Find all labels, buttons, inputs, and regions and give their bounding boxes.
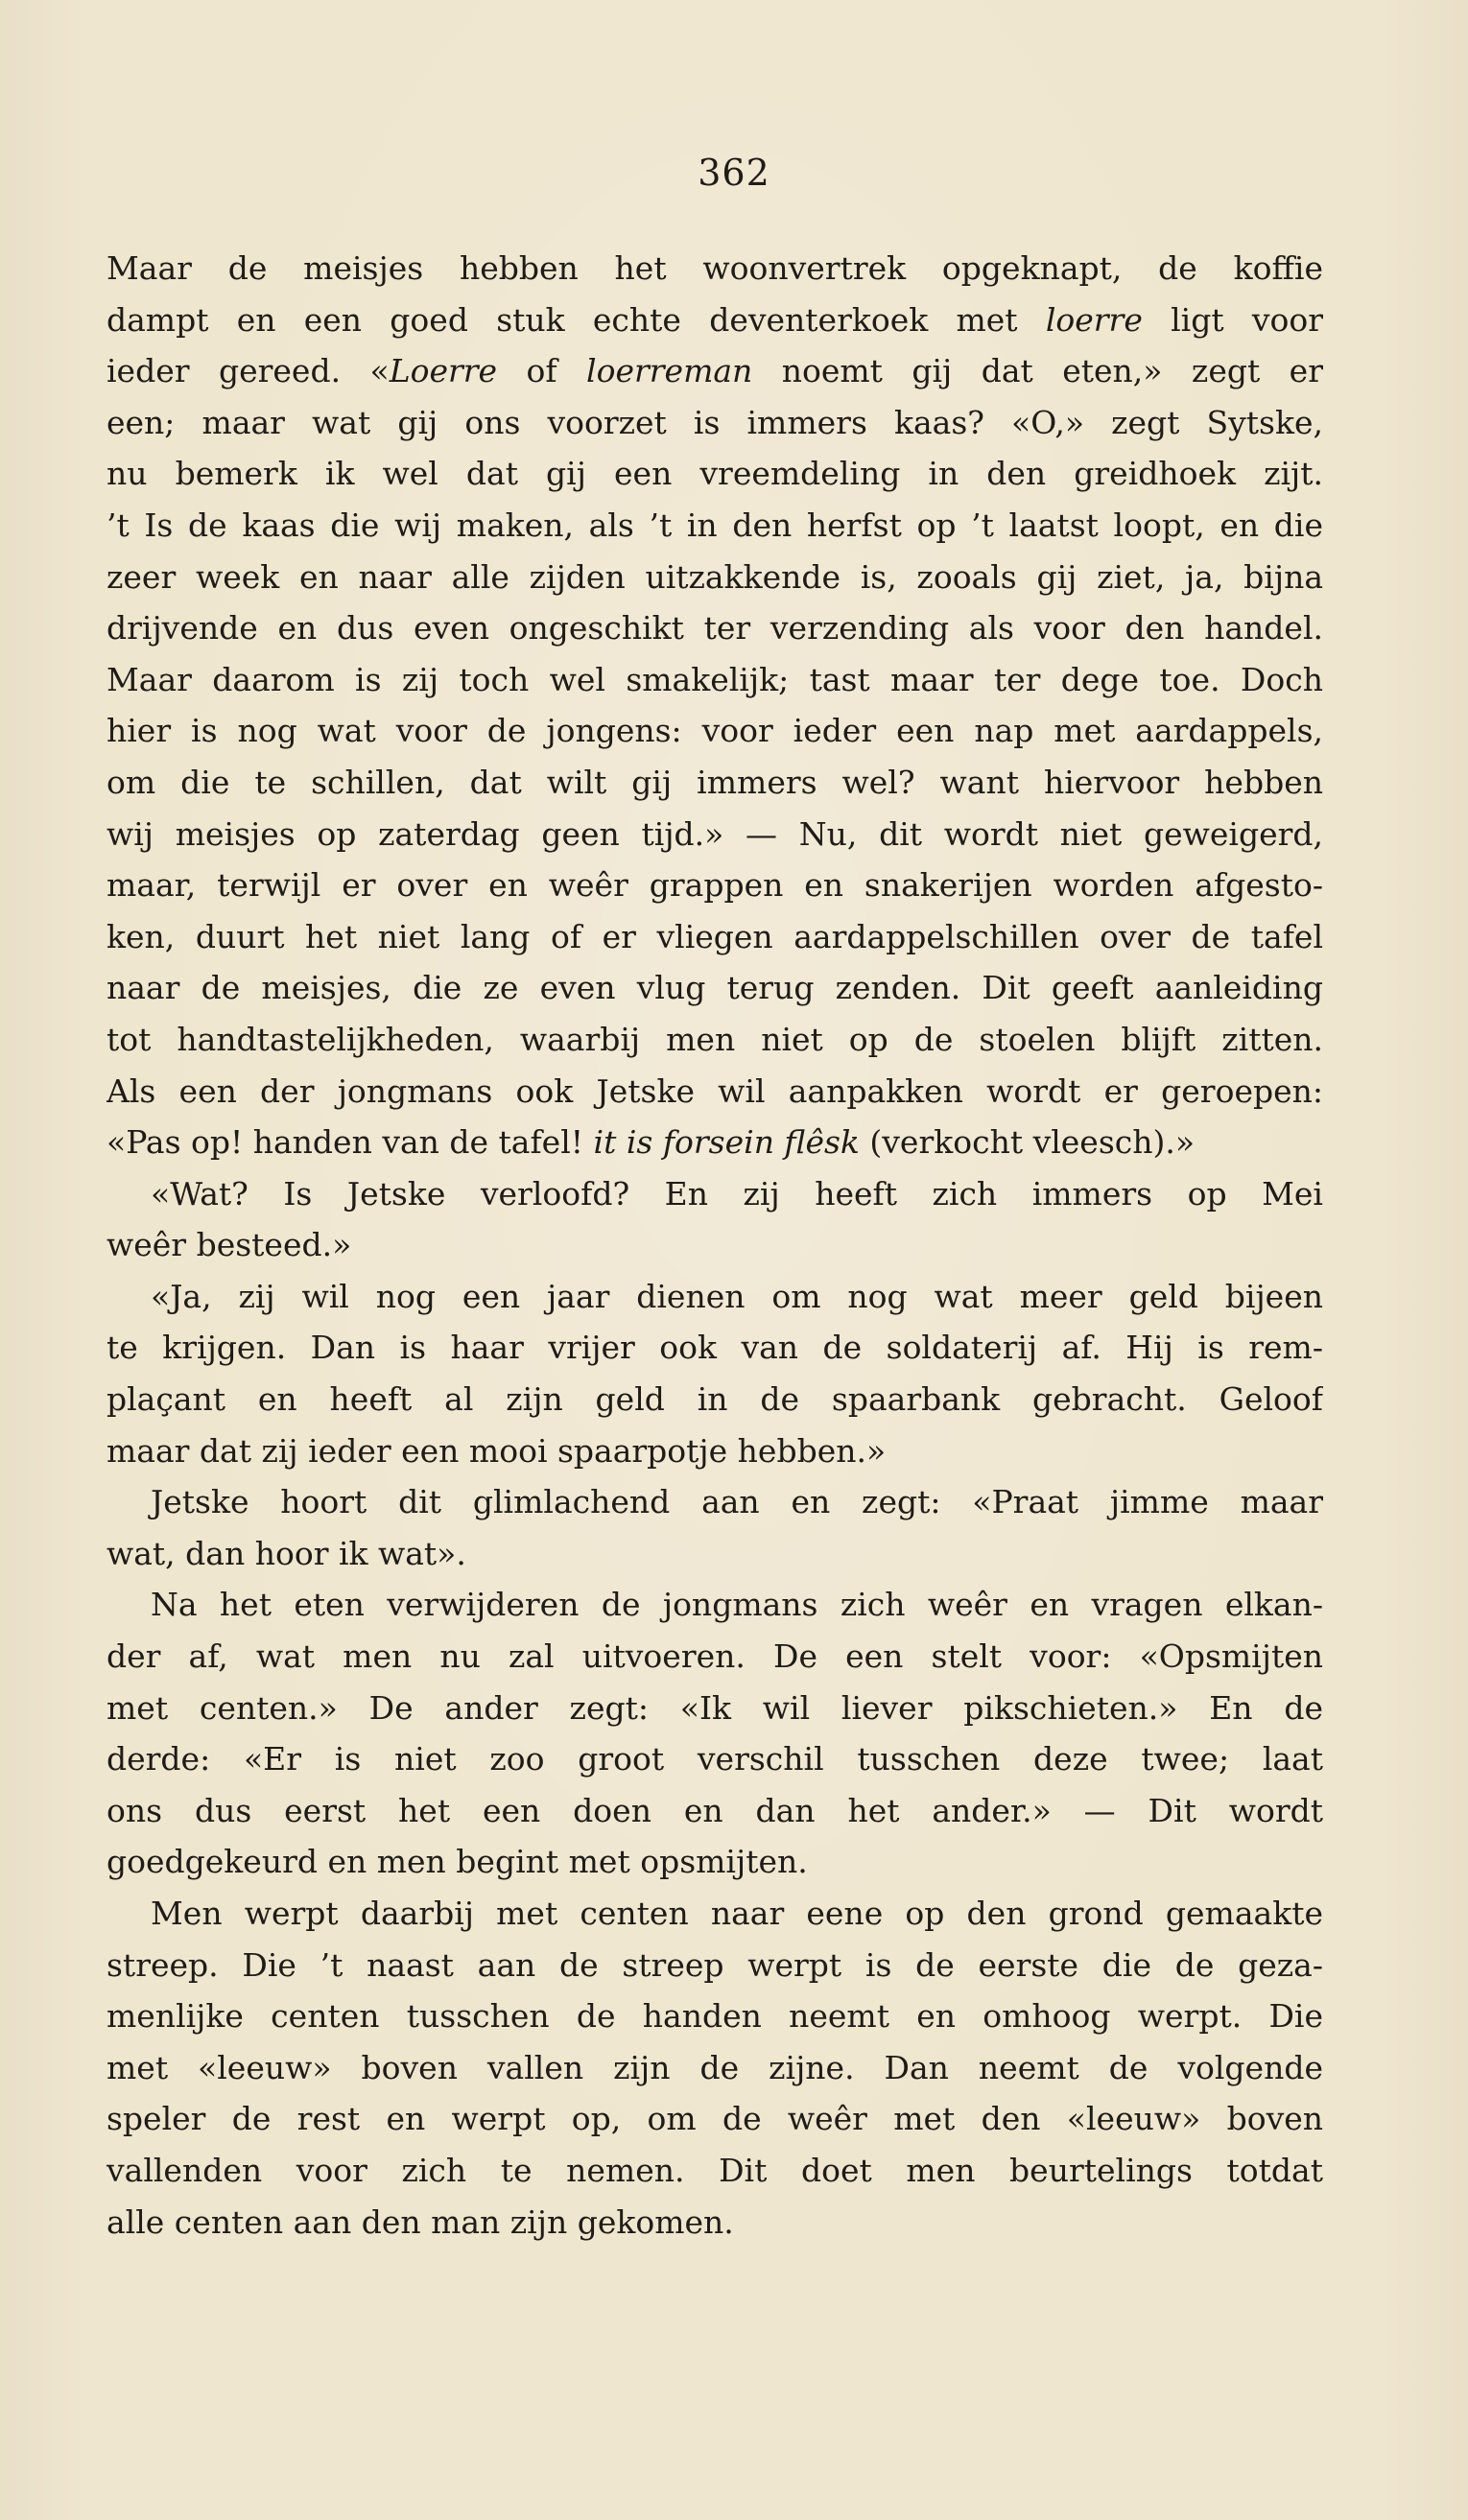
text-run: noemt gij dat eten,» zegt er bbox=[752, 352, 1323, 390]
text-line bbox=[107, 1733, 1323, 1785]
text-run: te krijgen. Dan is haar vrijer ook van de soldaterij af. Hij is rem- bbox=[107, 1329, 1323, 1367]
text-run: vallenden voor zich te nemen. Dit doet men beurtelings totdat bbox=[107, 2151, 1323, 2189]
text-line bbox=[107, 1014, 1323, 1066]
text-line bbox=[107, 1374, 1323, 1425]
text-line bbox=[107, 1066, 1323, 1118]
text-run: alle centen aan den man zijn gekomen. bbox=[107, 2202, 734, 2241]
text-line bbox=[107, 2093, 1323, 2145]
text-line bbox=[107, 1683, 1323, 1734]
text-run: Maar de meisjes hebben het woonvertrek opgeknapt, de koffie bbox=[107, 249, 1323, 287]
text-line bbox=[107, 448, 1323, 500]
text-run: streep. Die ’t naast aan de streep werpt is de eerste die de geza- bbox=[107, 1945, 1323, 1984]
text-line bbox=[107, 602, 1323, 654]
text-line bbox=[107, 500, 1323, 552]
text-line bbox=[107, 345, 1323, 397]
italic-term: it is forsein flêsk bbox=[593, 1123, 860, 1162]
text-line bbox=[107, 911, 1323, 963]
text-run: «Wat? Is Jetske verloofd? En zij heeft zich immers op Mei bbox=[151, 1174, 1323, 1213]
body-text bbox=[107, 243, 1323, 2248]
text-run: hier is nog wat voor de jongens: voor ieder een nap met aardappels, bbox=[107, 712, 1323, 750]
text-run: weêr besteed.» bbox=[107, 1226, 352, 1264]
text-run: tot handtastelijkheden, waarbij men niet op de stoelen blijft zitten. bbox=[107, 1020, 1323, 1058]
text-line bbox=[107, 1117, 1323, 1168]
text-run: nu bemerk ik wel dat gij een vreemdeling in den greidhoek zijt. bbox=[107, 455, 1323, 493]
text-line bbox=[107, 1836, 1323, 1888]
text-line bbox=[107, 1888, 1323, 1940]
text-run: Als een der jongmans ook Jetske wil aanpakken wordt er geroepen: bbox=[107, 1072, 1323, 1110]
italic-term: loerre bbox=[1045, 300, 1143, 339]
text-line bbox=[107, 1219, 1323, 1271]
text-run: met centen.» De ander zegt: «Ik wil liever pikschieten.» En de bbox=[107, 1688, 1323, 1727]
text-line bbox=[107, 1168, 1323, 1220]
text-run: speler de rest en werpt op, om de weêr met den «leeuw» boven bbox=[107, 2100, 1323, 2138]
text-line bbox=[107, 243, 1323, 294]
text-line bbox=[107, 705, 1323, 757]
text-line bbox=[107, 809, 1323, 860]
text-run: Na het eten verwijderen de jongmans zich weêr en vragen elkan- bbox=[151, 1586, 1323, 1624]
text-run: maar dat zij ieder een mooi spaarpotje hebben.» bbox=[107, 1431, 887, 1470]
text-run: om die te schillen, dat wilt gij immers wel? want hiervoor hebben bbox=[107, 763, 1323, 801]
text-line bbox=[107, 1528, 1323, 1580]
text-line bbox=[107, 552, 1323, 603]
text-line bbox=[107, 2145, 1323, 2197]
page-number: 362 bbox=[698, 152, 770, 194]
text-line bbox=[107, 1785, 1323, 1837]
text-run: «Pas op! handen van de tafel! bbox=[107, 1123, 594, 1162]
text-run: (verkocht vleesch).» bbox=[859, 1123, 1196, 1162]
text-run: of bbox=[497, 352, 587, 390]
text-line bbox=[107, 1425, 1323, 1477]
text-run: ken, duurt het niet lang of er vliegen aardappelschillen over de tafel bbox=[107, 917, 1323, 955]
text-run: plaçant en heeft al zijn geld in de spaarbank gebracht. Geloof bbox=[107, 1380, 1323, 1419]
text-run: Men werpt daarbij met centen naar eene op den grond gemaakte bbox=[151, 1895, 1323, 1932]
text-line bbox=[107, 294, 1323, 346]
text-run: wat, dan hoor ik wat». bbox=[107, 1534, 466, 1572]
text-run: drijvende en dus even ongeschikt ter verzending als voor den handel. bbox=[107, 609, 1323, 648]
text-run: der af, wat men nu zal uitvoeren. De een stelt voor: «Opsmijten bbox=[107, 1637, 1323, 1676]
italic-term: Loerre bbox=[389, 352, 498, 390]
text-run: Jetske hoort dit glimlachend aan en zegt: «Praat jimme maar bbox=[151, 1483, 1323, 1521]
text-run: dampt en een goed stuk echte deventerkoek met bbox=[107, 300, 1046, 339]
text-line bbox=[107, 1322, 1323, 1374]
text-run: menlijke centen tusschen de handen neemt en omhoog werpt. Die bbox=[107, 1997, 1323, 2036]
text-run: ligt voor bbox=[1142, 300, 1323, 339]
text-run: ’t Is de kaas die wij maken, als ’t in den herfst op ’t laatst loopt, en die bbox=[107, 506, 1323, 544]
text-line bbox=[107, 2042, 1323, 2094]
text-line bbox=[107, 2197, 1323, 2249]
italic-term: loerreman bbox=[586, 352, 753, 390]
text-run: zeer week en naar alle zijden uitzakkende is, zooals gij ziet, ja, bijna bbox=[107, 557, 1323, 596]
text-line bbox=[107, 1579, 1323, 1631]
text-run: ieder gereed. « bbox=[107, 352, 390, 390]
text-line bbox=[107, 1631, 1323, 1683]
text-line bbox=[107, 757, 1323, 809]
text-run: ons dus eerst het een doen en dan het ander.» — Dit wordt bbox=[107, 1791, 1323, 1829]
text-run: met «leeuw» boven vallen zijn de zijne. Dan neemt de volgende bbox=[107, 2048, 1323, 2086]
text-run: derde: «Er is niet zoo groot verschil tusschen deze twee; laat bbox=[107, 1740, 1323, 1778]
text-run: Maar daarom is zij toch wel smakelijk; tast maar ter dege toe. Doch bbox=[107, 660, 1323, 698]
text-line bbox=[107, 654, 1323, 706]
text-line bbox=[107, 962, 1323, 1014]
text-line bbox=[107, 1476, 1323, 1528]
text-line bbox=[107, 860, 1323, 911]
text-run: goedgekeurd en men begint met opsmijten. bbox=[107, 1843, 808, 1881]
text-run: wij meisjes op zaterdag geen tijd.» — Nu, dit wordt niet geweigerd, bbox=[107, 814, 1323, 853]
text-run: naar de meisjes, die ze even vlug terug zenden. Dit geeft aanleiding bbox=[107, 969, 1323, 1007]
text-run: «Ja, zij wil nog een jaar dienen om nog wat meer geld bijeen bbox=[151, 1277, 1323, 1315]
text-line bbox=[107, 1271, 1323, 1323]
text-run: een; maar wat gij ons voorzet is immers kaas? «O,» zegt Sytske, bbox=[107, 403, 1323, 441]
text-run: maar, terwijl er over en weêr grappen en snakerijen worden afgesto- bbox=[107, 866, 1323, 905]
text-line bbox=[107, 1940, 1323, 1991]
text-line bbox=[107, 1990, 1323, 2042]
text-line bbox=[107, 397, 1323, 449]
